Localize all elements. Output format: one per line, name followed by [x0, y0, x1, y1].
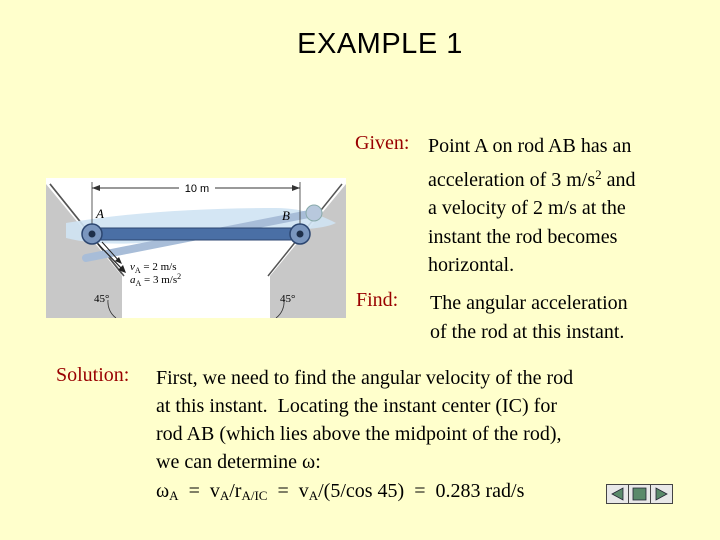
given-text — [428, 132, 713, 280]
find-text — [430, 289, 715, 346]
find-line-1: The angular acceleration — [430, 292, 628, 314]
menu-icon — [633, 488, 646, 500]
given-line-5: horizontal. — [428, 254, 515, 276]
slide-navigation — [606, 484, 674, 504]
right-angle-label: 45° — [280, 293, 296, 305]
find-line-2: of the rod at this instant. — [430, 320, 625, 343]
dimension-label: 10 m — [184, 183, 210, 195]
left-angle-label: 45° — [94, 293, 110, 305]
omega-formula: $\omega_A = v_A/r_{A/IC} = v_A/(5/\cos$ 45) = 0.283 rad/s — [156, 480, 525, 503]
slide-title: EXAMPLE 1 — [297, 28, 463, 60]
given-line-4: instant the rod becomes — [428, 225, 618, 248]
given-line-1: Point A on rod AB has an — [428, 135, 632, 157]
point-b-label: B — [282, 208, 290, 223]
point-a-label: A — [96, 206, 104, 221]
find-label: Find: — [356, 289, 399, 311]
velocity-label: $v_A = 2$ m/s — [130, 261, 177, 275]
acceleration-label: $a_A = 3$ $m/s^2$ — [130, 272, 182, 288]
given-line-2: acceleration of 3 $m/s^2$ and — [428, 166, 636, 191]
solution-line-3: rod AB (which lies above the midpoint of the rod), — [156, 423, 562, 445]
solution-line-1: First, we need to find the angular velocity of the rod — [156, 367, 574, 389]
solution-line-4: we can determine ω: — [156, 451, 321, 473]
solution-label: Solution: — [56, 364, 130, 386]
solution-line-2: at this instant. Locating the instant center (IC) for — [156, 395, 557, 417]
rod-ab — [92, 228, 300, 240]
given-label: Given: — [355, 132, 410, 154]
rod-diagram — [46, 178, 346, 318]
solution-text — [156, 364, 676, 476]
given-line-3: a velocity of 2 m/s at the — [428, 197, 626, 219]
